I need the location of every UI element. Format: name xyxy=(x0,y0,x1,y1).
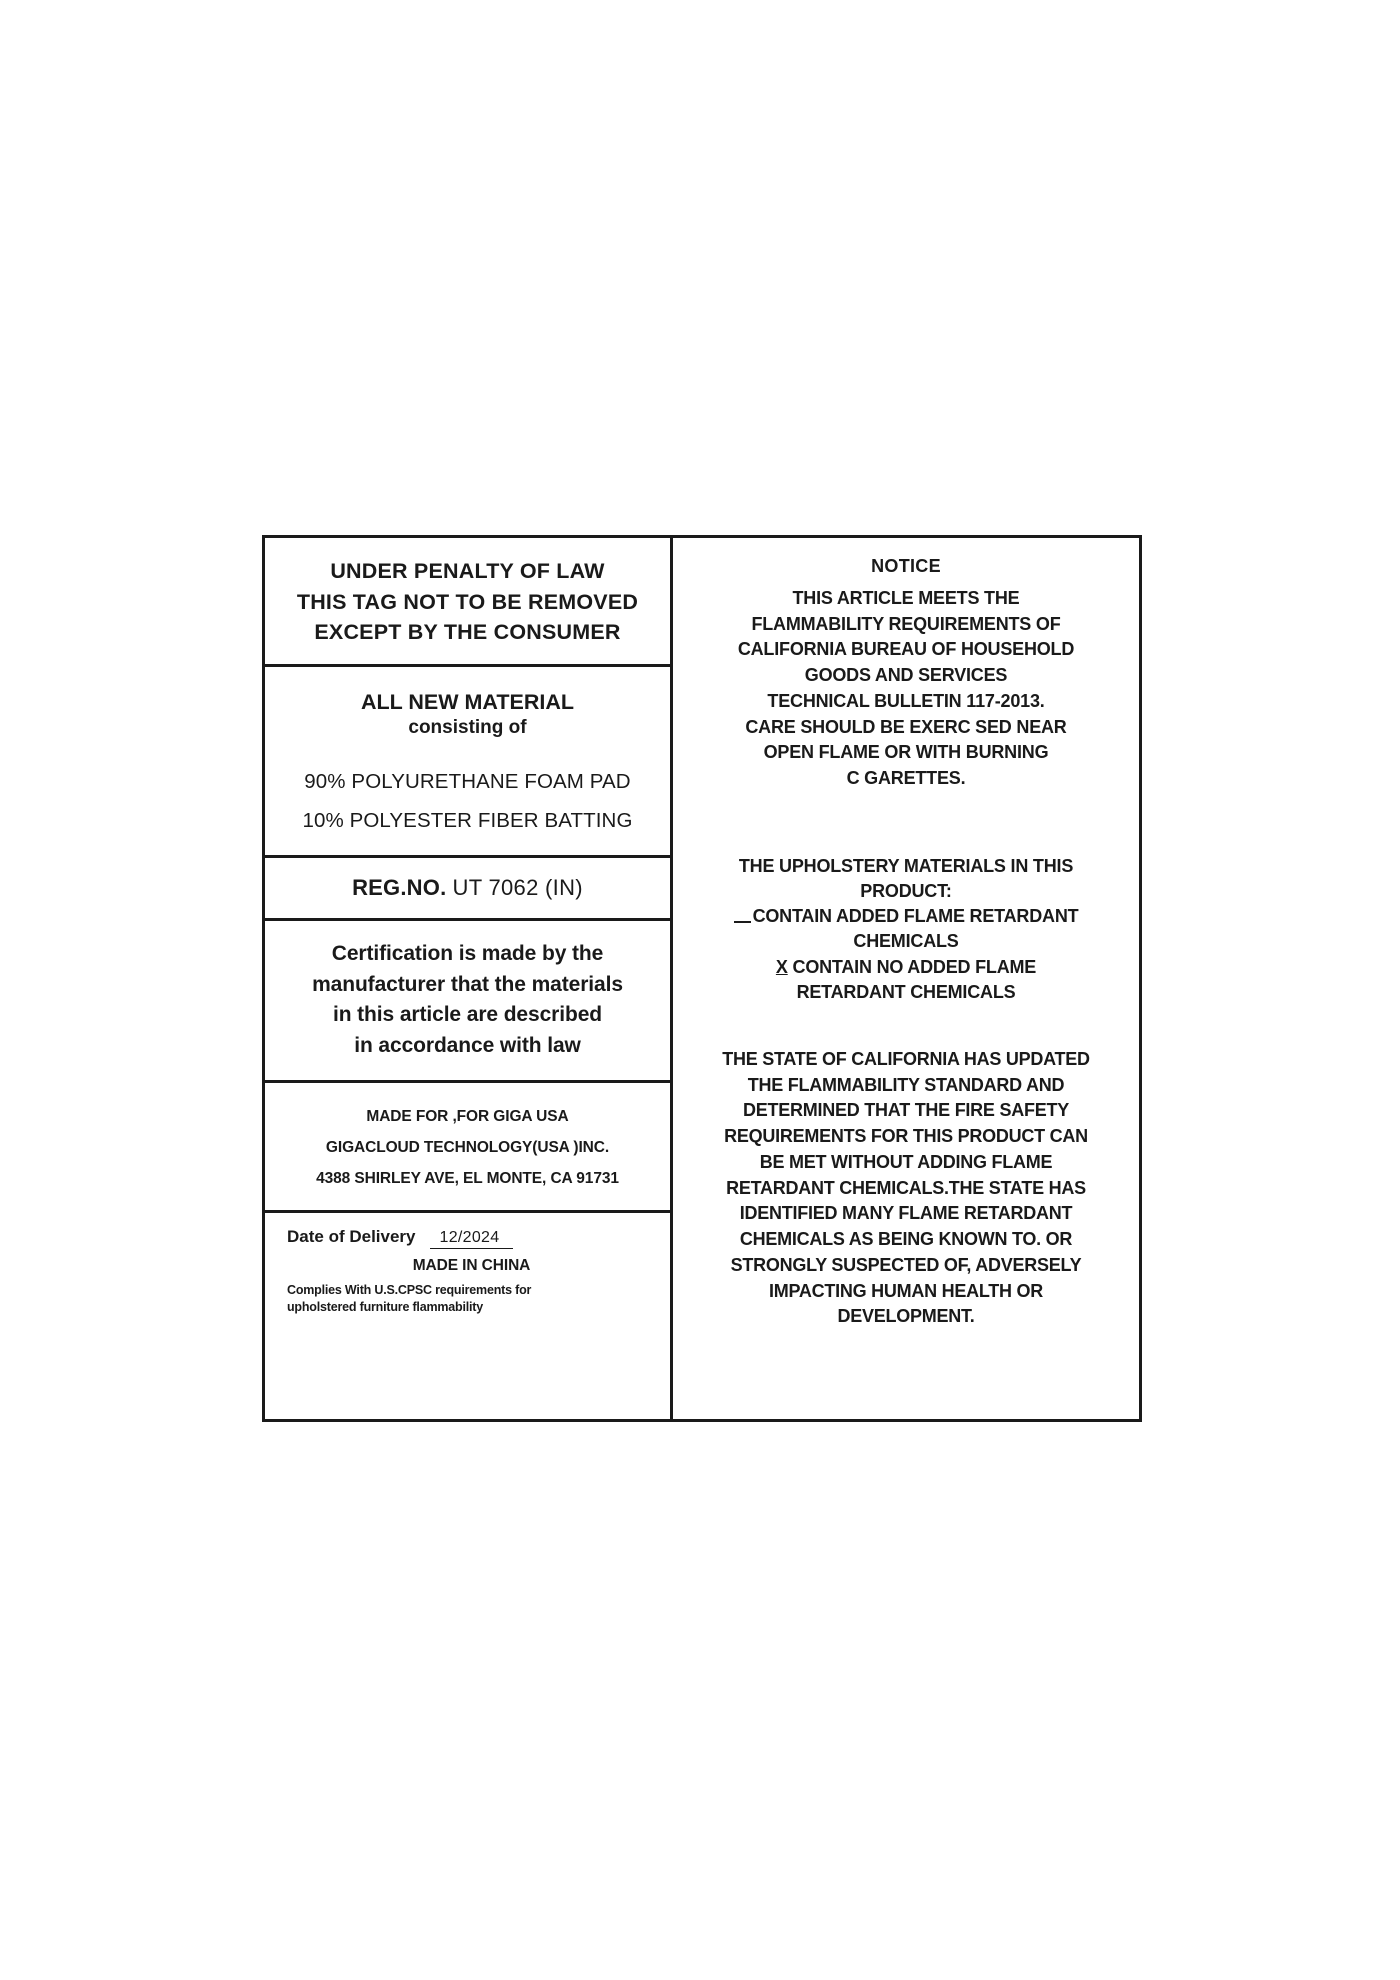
option-no-added-line-1: CONTAIN NO ADDED FLAME xyxy=(792,956,1037,977)
registration-number: UT 7062 (IN) xyxy=(452,874,583,900)
option-added-line-2: CHEMICALS xyxy=(853,931,959,952)
state-line-10: IMPACTING HUMAN HEALTH OR xyxy=(768,1280,1044,1301)
checkbox-option-added[interactable] xyxy=(734,904,1079,929)
compliance-line-1: Complies With U.S.CPSC requirements for xyxy=(287,1282,532,1297)
penalty-line-3: EXCEPT BY THE CONSUMER xyxy=(314,620,621,645)
state-line-5: BE MET WITHOUT ADDING FLAME xyxy=(759,1151,1053,1172)
state-line-6: RETARDANT CHEMICALS.THE STATE HAS xyxy=(726,1177,1086,1198)
state-of-california-statement xyxy=(722,1047,1090,1330)
made-for-address: 4388 SHIRLEY AVE, EL MONTE, CA 91731 xyxy=(316,1169,619,1187)
state-line-2: THE FLAMMABILITY STANDARD AND xyxy=(747,1074,1065,1095)
compliance-line-2: upholstered furniture flammability xyxy=(287,1299,484,1314)
state-line-9: STRONGLY SUSPECTED OF, ADVERSELY xyxy=(730,1254,1082,1275)
certification-line-2: manufacturer that the materials xyxy=(312,972,623,996)
notice-title: NOTICE xyxy=(871,556,941,576)
material-item-2: 10% POLYESTER FIBER BATTING xyxy=(302,808,633,832)
option-added-line-1: CONTAIN ADDED FLAME RETARDANT xyxy=(752,906,1079,927)
materials-subtitle: consisting of xyxy=(408,717,527,739)
certification-line-1: Certification is made by the xyxy=(331,942,604,966)
materials-title: ALL NEW MATERIAL xyxy=(361,690,574,715)
notice-line-1: THIS ARTICLE MEETS THE xyxy=(792,588,1020,608)
made-for-section xyxy=(265,1083,670,1213)
notice-line-8: C GARETTES. xyxy=(846,768,966,789)
state-line-1: THE STATE OF CALIFORNIA HAS UPDATED xyxy=(722,1049,1090,1069)
certification-line-3: in this article are described xyxy=(332,1003,603,1027)
notice-line-5: TECHNICAL BULLETIN 117-2013. xyxy=(767,690,1045,711)
notice-line-6: CARE SHOULD BE EXERC SED NEAR xyxy=(745,716,1067,737)
checkbox-empty-icon[interactable] xyxy=(734,907,751,923)
law-label-right-panel xyxy=(673,538,1139,1419)
checkbox-option-no-added[interactable] xyxy=(734,955,1079,980)
state-line-11: DEVELOPMENT. xyxy=(837,1306,975,1327)
state-line-4: REQUIREMENTS FOR THIS PRODUCT CAN xyxy=(724,1126,1088,1147)
delivery-date-label: Date of Delivery xyxy=(287,1226,416,1246)
state-line-3: DETERMINED THAT THE FIRE SAFETY xyxy=(743,1100,1069,1121)
penalty-line-1: UNDER PENALTY OF LAW xyxy=(330,559,605,583)
registration-label: REG.NO. xyxy=(352,874,447,900)
state-line-8: CHEMICALS AS BEING KNOWN TO. OR xyxy=(739,1229,1073,1250)
delivery-date-value: 12/2024 xyxy=(430,1229,514,1249)
made-for-line-2: GIGACLOUD TECHNOLOGY(USA )INC. xyxy=(325,1138,610,1156)
certification-section xyxy=(265,921,670,1083)
registration-section xyxy=(265,858,670,921)
upholstery-materials-section xyxy=(734,854,1079,1005)
notice-line-4: GOODS AND SERVICES xyxy=(804,665,1008,686)
penalty-line-2: THIS TAG NOT TO BE REMOVED xyxy=(296,589,639,614)
materials-section xyxy=(265,667,670,857)
checkbox-checked-icon[interactable]: X xyxy=(775,956,788,977)
notice-line-7: OPEN FLAME OR WITH BURNING xyxy=(763,742,1049,763)
penalty-notice-section xyxy=(265,538,670,667)
option-no-added-line-2: RETARDANT CHEMICALS xyxy=(796,981,1016,1002)
certification-line-4: in accordance with law xyxy=(354,1034,581,1057)
delivery-section xyxy=(265,1213,670,1326)
law-label-tag xyxy=(262,535,1142,1422)
material-item-1: 90% POLYURETHANE FOAM PAD xyxy=(304,769,631,793)
notice-line-2: FLAMMABILITY REQUIREMENTS OF xyxy=(751,613,1061,634)
law-label-left-panel xyxy=(265,538,673,1419)
state-line-7: IDENTIFIED MANY FLAME RETARDANT xyxy=(739,1203,1073,1224)
upholstery-heading-1: THE UPHOLSTERY MATERIALS IN THIS xyxy=(738,855,1074,876)
delivery-date-row xyxy=(287,1227,656,1249)
made-in-text: MADE IN CHINA xyxy=(412,1256,531,1274)
notice-line-3: CALIFORNIA BUREAU OF HOUSEHOLD xyxy=(737,639,1075,660)
upholstery-heading-2: PRODUCT: xyxy=(860,881,952,902)
made-for-line-1: MADE FOR ,FOR GIGA USA xyxy=(366,1107,569,1125)
notice-body xyxy=(738,586,1074,792)
